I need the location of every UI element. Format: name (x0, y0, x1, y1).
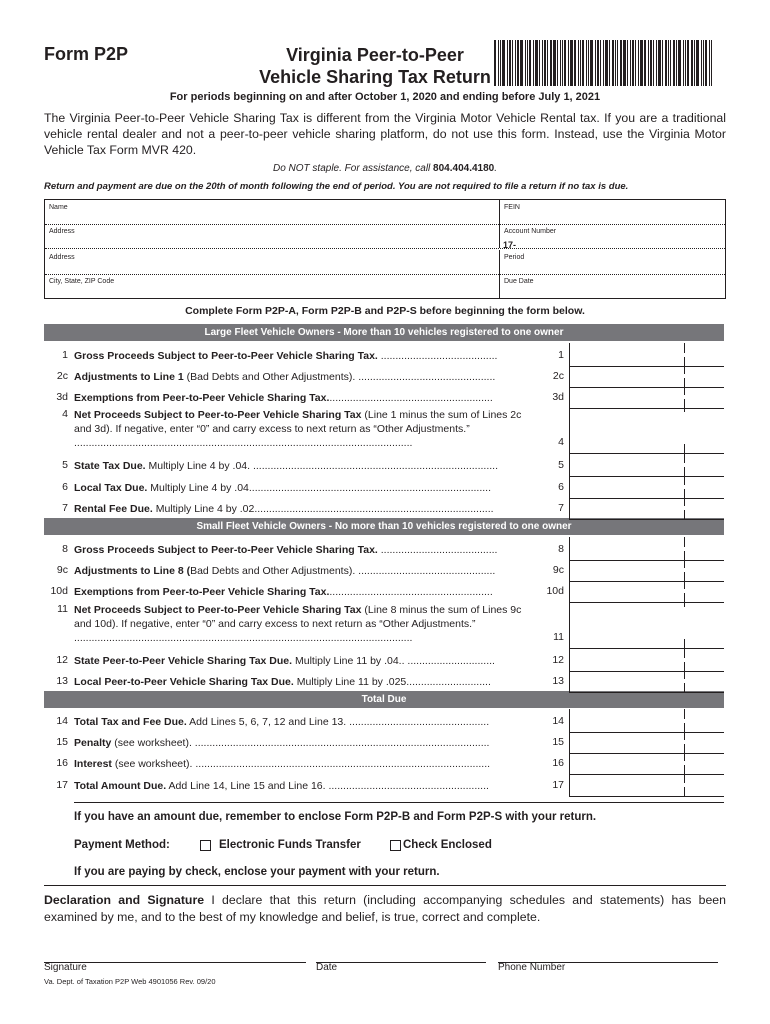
cents-divider (684, 558, 685, 568)
amount-field[interactable] (569, 402, 724, 454)
barcode-bar (656, 40, 657, 86)
barcode-bar (632, 40, 634, 86)
barcode-bar (620, 40, 622, 86)
barcode-bar (582, 40, 584, 86)
barcode-bar (562, 40, 563, 86)
line-number: 8 (62, 543, 68, 555)
barcode-bar (705, 40, 707, 86)
cents-divider (684, 364, 685, 374)
name-row (45, 200, 725, 225)
phone-label: Phone Number (498, 962, 566, 973)
line-title: Net Proceeds Subject to Peer-to-Peer Vehicle Sharing Tax (74, 604, 362, 616)
line-detail: (Line 1 minus the sum of Lines 2c and 3d). If negative, enter “0” and carry excess to next return as “Other Adjustments.” .................................................................................................................... (74, 409, 522, 449)
barcode-bar (515, 40, 516, 86)
barcode-bar (512, 40, 513, 86)
barcode-bar (507, 40, 508, 86)
barcode-bar (668, 40, 669, 86)
barcode-bar (687, 40, 689, 86)
barcode-bar (617, 40, 618, 86)
cents-divider (684, 453, 685, 463)
barcode-bar (542, 40, 543, 86)
line-detail: Multiply Line 11 by .04.. .............................. (292, 655, 495, 667)
date-label: Date (316, 962, 338, 973)
check-enclosed-checkbox[interactable] (390, 840, 401, 851)
barcode-bar (673, 40, 675, 86)
barcode-bar (678, 40, 681, 86)
barcode-bar (597, 40, 599, 86)
due-note: Return and payment are due on the 20th of month following the end of period. You are not required to file a return if no tax is due. (44, 181, 629, 192)
box-label: 13 (552, 675, 564, 687)
barcode-bar (644, 40, 646, 86)
box-label: 7 (558, 502, 564, 514)
line-description (74, 779, 530, 793)
box-label: 1 (558, 349, 564, 361)
declaration (44, 892, 726, 926)
barcode-bar (595, 40, 596, 86)
barcode-bar (590, 40, 593, 86)
barcode-bar (547, 40, 548, 86)
box-label: 10d (546, 585, 564, 597)
eft-label: Electronic Funds Transfer (219, 839, 361, 851)
declaration-text: I declare that this return (including accompanying schedules and statements) has been examined by me, and to the best of my knowledge and belief, is true, correct and complete. (44, 893, 726, 924)
barcode-bar (557, 40, 558, 86)
line-title: Local Tax Due. (74, 482, 148, 494)
period-field[interactable]: Period (499, 250, 725, 274)
barcode-bar (535, 40, 538, 86)
box-label: 17 (552, 779, 564, 791)
line-detail: ........................................ (377, 350, 498, 362)
barcode-bar (525, 40, 526, 86)
barcode-bar (711, 40, 712, 86)
cents-divider (684, 510, 685, 520)
form-id: Form P2P (44, 44, 129, 64)
line-description (74, 757, 530, 771)
barcode-bar (498, 40, 499, 86)
box-label: 3d (552, 391, 564, 403)
amount-field-border (569, 402, 570, 454)
barcode-bar (509, 40, 511, 86)
box-label: 15 (552, 736, 564, 748)
line-description (74, 349, 530, 363)
barcode-bar (588, 40, 589, 86)
barcode-bar (696, 40, 699, 86)
box-label: 9c (552, 564, 564, 576)
cents-divider (684, 579, 685, 589)
cents-divider (684, 402, 685, 412)
amount-field[interactable] (569, 453, 724, 477)
barcode-bar (539, 40, 540, 86)
section-large-fleet: Large Fleet Vehicle Owners - More than 10 vehicles registered to one owner (44, 324, 724, 341)
line-description (74, 391, 530, 405)
amount-field-border (569, 773, 570, 797)
line-title: Local Peer-to-Peer Vehicle Sharing Tax Due. (74, 676, 294, 688)
box-label: 6 (558, 481, 564, 493)
barcode-bar (550, 40, 552, 86)
line-number: 13 (56, 675, 68, 687)
line-number: 12 (56, 654, 68, 666)
due-date-field[interactable]: Due Date (499, 274, 725, 298)
address1-row (45, 224, 725, 249)
line-description (74, 736, 530, 750)
barcode-bar (709, 40, 710, 86)
barcode-bar (670, 40, 671, 86)
address1-field[interactable]: Address (49, 228, 75, 235)
barcode-bar (568, 40, 569, 86)
section-small-fleet: Small Fleet Vehicle Owners - No more than 10 vehicles registered to one owner (44, 518, 724, 535)
payment-method-label: Payment Method: (74, 839, 170, 851)
cents-divider (684, 597, 685, 607)
amount-field-border (569, 453, 570, 477)
barcode-bar (694, 40, 695, 86)
barcode-bar (574, 40, 576, 86)
barcode-bar (529, 40, 531, 86)
line-detail: Multiply Line 4 by .04. .................................................................................... (145, 460, 499, 472)
line-number: 17 (56, 779, 68, 791)
box-label: 8 (558, 543, 564, 555)
line-number: 4 (62, 408, 68, 420)
barcode-bar (627, 40, 628, 86)
line-title: State Peer-to-Peer Vehicle Sharing Tax Due. (74, 655, 293, 667)
section-total-due: Total Due (44, 691, 724, 708)
box-label: 5 (558, 459, 564, 471)
city-row (45, 274, 725, 298)
line-number: 14 (56, 715, 68, 727)
name-field[interactable]: Name (49, 204, 68, 211)
barcode-bar (615, 40, 616, 86)
line-title: Adjustments to Line 8 ( (74, 565, 191, 577)
barcode-bar (520, 40, 523, 86)
taxpayer-info-box (44, 199, 726, 299)
line-description (74, 502, 530, 516)
barcode-bar (635, 40, 636, 86)
barcode-bar (600, 40, 601, 86)
amount-field-border (569, 496, 570, 520)
account-prefix: 17- (503, 240, 517, 250)
line-description (74, 654, 530, 668)
barcode-bar (533, 40, 534, 86)
footer: Va. Dept. of Taxation P2P Web 4901056 Rev. 09/20 (44, 977, 216, 986)
barcode-bar (685, 40, 686, 86)
line-title: Gross Proceeds Subject to Peer-to-Peer Vehicle Sharing Tax. (74, 350, 378, 362)
date-line[interactable] (316, 962, 486, 963)
account-number-field[interactable]: Account Number (499, 224, 725, 248)
line-title: Penalty (74, 737, 112, 749)
line-title: Total Amount Due. (74, 780, 167, 792)
box-label: 16 (552, 757, 564, 769)
barcode-bar (500, 40, 501, 86)
line-description (74, 370, 530, 384)
barcode-bar (553, 40, 556, 86)
box-label: 2c (552, 370, 564, 382)
line-detail: (see worksheet). ..................................................................................................... (111, 758, 491, 770)
barcode-bar (648, 40, 649, 86)
line-description (74, 675, 530, 689)
cents-divider (684, 537, 685, 547)
line-number: 11 (57, 603, 68, 615)
barcode-bar (527, 40, 528, 86)
cents-divider (684, 385, 685, 395)
intro-text: The Virginia Peer-to-Peer Vehicle Sharing Tax is different from the Virginia Motor Vehicle Rental tax. If you are a traditional vehicle rental dealer and not a peer-to-peer vehicle sharing platform, do not use this form. Instead, use the Virginia Motor Vehicle Tax Form MVR 420. (44, 111, 726, 157)
cents-divider (684, 496, 685, 506)
barcode-bar (612, 40, 614, 86)
subtitle: For periods beginning on and after October 1, 2020 and ending before July 1, 2021 (169, 91, 601, 103)
cents-divider (684, 730, 685, 740)
amount-field[interactable] (569, 597, 724, 649)
line-number: 15 (56, 736, 68, 748)
line-number: 7 (62, 502, 68, 514)
barcode-bar (517, 40, 519, 86)
box-label: 4 (558, 436, 564, 448)
barcode-bar (603, 40, 604, 86)
barcode (494, 40, 726, 86)
line-title: Adjustments to Line 1 (74, 371, 184, 383)
box-label: 11 (553, 631, 564, 643)
barcode-bar (691, 40, 693, 86)
address2-row (45, 250, 725, 275)
line-number: 16 (56, 757, 68, 769)
barcode-bar (658, 40, 661, 86)
signature-label: Signature (44, 962, 87, 973)
cents-divider (684, 669, 685, 679)
lines-bottom-rule (74, 802, 724, 803)
line-detail: Multiply Line 4 by .02.................................................................................. (152, 503, 494, 515)
address2-field[interactable]: Address (49, 254, 75, 261)
line-detail: (see worksheet). ..................................................................................................... (111, 737, 490, 749)
paying-note: If you are paying by check, enclose your payment with your return. (74, 866, 440, 878)
barcode-bar (586, 40, 587, 86)
line-description (74, 715, 530, 729)
line-title: Interest (74, 758, 112, 770)
barcode-bar (676, 40, 677, 86)
declaration-rule (44, 885, 726, 886)
line-detail: Multiply Line 4 by .04................................................................................... (147, 482, 492, 494)
amount-field[interactable] (569, 496, 724, 520)
line-description (74, 603, 530, 645)
line-title: Rental Fee Due. (74, 503, 153, 515)
line-detail: ........................................................ (329, 586, 493, 598)
complete-note: Complete Form P2P-A, Form P2P-B and P2P-S before beginning the form below. (185, 305, 585, 317)
barcode-bar (623, 40, 626, 86)
line-description (74, 543, 530, 557)
line-title: State Tax Due. (74, 460, 146, 472)
city-field[interactable]: City, State, ZIP Code (49, 278, 115, 285)
line-description (74, 481, 530, 495)
form-title-line2: Vehicle Sharing Tax Return (259, 67, 491, 87)
eft-checkbox[interactable] (200, 840, 211, 851)
cents-divider (684, 683, 685, 693)
cents-divider (684, 343, 685, 353)
barcode-bar (609, 40, 610, 86)
line-title: Exemptions from Peer-to-Peer Vehicle Sharing Tax. (74, 392, 330, 404)
line-detail: ........................................ (377, 544, 498, 556)
barcode-bar (662, 40, 663, 86)
barcode-bar (544, 40, 546, 86)
box-label: 14 (552, 715, 564, 727)
cents-divider (684, 787, 685, 797)
barcode-bar (665, 40, 667, 86)
box-label: 12 (552, 654, 564, 666)
line-title: Total Tax and Fee Due. (74, 716, 187, 728)
barcode-bar (630, 40, 631, 86)
amount-field[interactable] (569, 669, 724, 693)
fein-field[interactable]: FEIN (499, 200, 725, 224)
line-number: 3d (56, 391, 68, 403)
barcode-bar (570, 40, 573, 86)
line-detail: ........................................................ (329, 392, 493, 404)
line-description (74, 564, 530, 578)
line-title: Net Proceeds Subject to Peer-to-Peer Vehicle Sharing Tax (74, 409, 362, 421)
line-detail: (Bad Debts and Other Adjustments). ............................................... (183, 371, 496, 383)
reminder-note: If you have an amount due, remember to enclose Form P2P-B and Form P2P-S with your return. (74, 811, 597, 823)
check-enclosed-label: Check Enclosed (403, 839, 492, 851)
cents-divider (684, 648, 685, 658)
line-title: Gross Proceeds Subject to Peer-to-Peer Vehicle Sharing Tax. (74, 544, 378, 556)
cents-divider (684, 751, 685, 761)
declaration-title: Declaration and Signature (44, 893, 205, 907)
line-description (74, 459, 530, 473)
line-description (74, 408, 530, 450)
line-description (74, 585, 530, 599)
barcode-bar (580, 40, 581, 86)
barcode-bar (638, 40, 639, 86)
line-number: 2c (56, 370, 68, 382)
amount-field[interactable] (569, 751, 724, 775)
amount-field[interactable] (569, 773, 724, 797)
cents-divider (684, 475, 685, 485)
line-detail: Bad Debts and Other Adjustments). ............................................... (190, 565, 496, 577)
staple-note: Do NOT staple. For assistance, call 804.404.4180. (272, 163, 497, 174)
amount-field-border (569, 597, 570, 649)
line-title: Exemptions from Peer-to-Peer Vehicle Sharing Tax. (74, 586, 330, 598)
form-title-line1: Virginia Peer-to-Peer (286, 45, 464, 65)
cents-divider (684, 773, 685, 783)
line-detail: (Line 8 minus the sum of Lines 9c and 10d). If negative, enter “0” and carry excess to next return as “Other Adjustments.” .................................................................................................................... (74, 604, 522, 644)
barcode-bar (605, 40, 608, 86)
line-detail: Multiply Line 11 by .025............................. (293, 676, 491, 688)
cents-divider (684, 709, 685, 719)
barcode-bar (703, 40, 704, 86)
line-detail: Add Lines 5, 6, 7, 12 and Line 13. ................................................ (186, 716, 490, 728)
barcode-bar (653, 40, 654, 86)
amount-field-border (569, 751, 570, 775)
barcode-bar (564, 40, 566, 86)
line-number: 5 (62, 459, 68, 471)
barcode-bar (683, 40, 684, 86)
line-number: 1 (62, 349, 68, 361)
barcode-bar (494, 40, 496, 86)
line-number: 10d (50, 585, 68, 597)
assistance-phone: 804.404.4180 (433, 163, 495, 174)
line-number: 9c (56, 564, 68, 576)
barcode-bar (640, 40, 643, 86)
barcode-bar (560, 40, 561, 86)
barcode-bar (502, 40, 505, 86)
barcode-bar (578, 40, 579, 86)
line-detail: Add Line 14, Line 15 and Line 16. ....................................................... (166, 780, 489, 792)
line-number: 6 (62, 481, 68, 493)
barcode-bar (701, 40, 702, 86)
amount-field-border (569, 669, 570, 693)
barcode-bar (650, 40, 652, 86)
